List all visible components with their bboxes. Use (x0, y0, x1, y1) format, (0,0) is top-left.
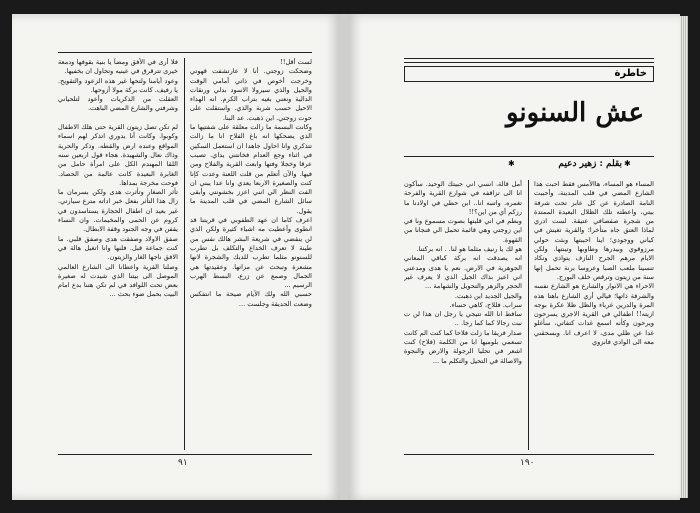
top-rule (58, 52, 312, 53)
byline-star-right: ✱ (624, 159, 631, 168)
right-page (348, 14, 680, 500)
book-gutter (340, 14, 348, 500)
title-rule (404, 156, 654, 157)
text-column-left: أمل قالة. انسي اني حبيتك الوحيد. سأكون انا الى تزاقفه في شوارع القرية والفرحة تغمره. واتنبه انا.. ابن حطي في اولادنا ما رزكم أي من اين؟!! وبطم في اني قلبتها بصوت مسموع ونا في اين زوجتي وهي قائمة تحمل الي فنجانا من القهوة. هو لك يا رنيف مثلما هو لنا. . انه بركتنا. انه يصدقت انه بركة كباقي المعاني الجوهرية في الارض. نعم يا هدى ومدعني اني اعيز بذاك الجيل الذي لا يعرف غير الحجر والزهر والتحويل والشهامة ... والجيل الجديد اين ذهبت. سراب. فللاح، كاهي حساء. سافط انا الله تتيجي يا رجل ان هذا لن ت نبت رجالا كما كما رجا. .. صدار فريقا ما زلت فلاحا كما كنت الم كانت تسعمي بلوميها ابا من الكلمة (فلاح) كنت اشعر في تحليا الرجولة والارض والنجوة والاصالة في التحيل والتكلم ما ... (404, 180, 522, 365)
section-label: خاطرة (614, 68, 647, 79)
top-rule (404, 58, 654, 59)
text-column-right: لست أقل!! وضحكت زوجتي. أنا لا عارتشفت قهوتي وخرجت أخوص في ذاتي أمامي الوقت والحيل والذي سيرولا الاسود بدلي ورنقات الدالية ونعني بغيه بتراب الكرم. انه الهداء الاحيل حسب شربة والذي. واستقلت على حوت زوجتي. اين ذهبت. عد البنا. وكانت البسمة ما زالت معلقة على شفتيها ما الذي يضحكها انه باغ الفلاح انا ما زالت تتذكري وانا احاول جاهدا ان استعمل السكين في اثناء وجع العدام فخانتني يداي. تصبب عرقا وخجلا وفتها وابعث القرية والفلاح ومن فيها. والآن أتعلم من قلت اللعنة وعدت كإنا كنت والصغيرة الاربعا يعدي وانا عدا يبني ان الفت النظر الي انني اعزز بخشونتي وأبقى سائل الشارع المضي في قلب المدينة ما يقول. اعرف كاما ان عهد الطفوبي في قريتنا قد انطوى وأعطيت مه اشياء كثيرة ولكن الذي لن ينقضي في شريعة البشر هالك نفس من طينة لا تعرف الخداع والتكلف بل تطرب للسنونو مثلما تطرب للديك والشجرة لانها مشعرة وتبحث عن مزاتها. وعقيدتها هي الجمال وصمع عن زرع، البسط الهرب الرسيم ... حسبي الله ولك الآيام صيحة ما انتفكس وضعت الحديقة وجلست ... (190, 58, 312, 308)
section-header-box (404, 66, 654, 82)
byline-star-left: ✱ (508, 159, 515, 168)
page-number: ١٩٠ (520, 458, 535, 468)
column-divider (184, 58, 185, 450)
page-edges (680, 16, 688, 498)
top-rule-2 (404, 62, 654, 63)
text-column-right: المساء هو المساء، هاالأمس فقط احبت هذا الشارع المضي في قلب المدينة، وأحببت النامة الصادرة عن كل عابر تحت شرفة بيتي، واعطته تلك الظلال البعيدة الممتدة من شجرة صفصافي عتيقة. لست ادري لماذا العتق جاه متأخرا؛ والقرية تعيش في كياني ووجودي؛ اينا احببتها وبثت حولي مرزوقوي وبيدرها وطاوبها وتينتها. ولكن الايام مرهم الجرح النازف يتوادي وتكاد تنسينا ملعب الصبا وعروسا برنة تحمل إنها سنة من زيتون وترقص خلف البورج. الاحراء هي الانوار والشارع هو الشارع نفسه والشرفة ذاتها؛ فيالي أري الشارع باهتا هذه المرة والدرين غرباء والظل ظلا عكرة بوجه ازيته!! اطفالي في القرية الاجري يسرحون ويرحون وكأنه اسمع غدات كتفاتي، سأغلو غدا عن ظلي مدى، لا اعرف انا. وبسحقني معه الى الوادي فانزوي (534, 180, 654, 347)
bottom-rule (404, 454, 654, 455)
byline: بقلم : زهير دعيم (558, 159, 622, 169)
left-page (12, 14, 340, 500)
bottom-rule (58, 454, 312, 455)
magazine-spread (12, 14, 688, 500)
text-column-left: فلا أرى في الأفق ومضاً يا بنية بقوفها ودمعة خيرى تترقرق في عينيه وتحاول ان يخفيها. وعود أيامنا ولتحها غير هذه الزعود والتقويح. يا رفيف. كانت بركة مولا أزوحها. العقلت من الذكريات وأعود لتلحياني وشرفتي والشارع المضي الباهت. لم تكن تصل زيتون القرية حتى هلك الاطفال وكوبوا. وكانت أنا يدوري اتذكر لهم اسماء المواقع وعنده ارض والقطه. وذكر والحرية وذاك نعال والشهيدة. هجاء قول اربعين سنه اللقا المهندم الكل على امرأة حامل من الغابرة البعيدة كانت عالمة من الحصاد. فوحت مخرجة بمداها. تأثر الصغار وتأثرت هدى ولكن بسرمان ما زال هذا التأثر بفعل خبر اداته مترع سيارتي. غير بعيد ان اطفال الحجارة يستاسدون في كروم عن الحمى والمخيمات. وان النساء يقفن في وجه الجنود وقفة الابطال. صفق الاولاد وصفقت هدى وصفق قلبي. ما كنت جماعة قبل. فلنها وانا اتغيل هالة في الافق ناجها الغار والزيتون. وصلنا القرية واعطانا الى الشارع العالمي الموصل الى بيتنا الذي شيدت له صغيرة بعض تحت اللوافد في لم تكن هتنا بدع امام البيت بحمل ضوء بحث ... (58, 58, 178, 299)
column-divider (528, 180, 529, 450)
page-number: ٩١ (178, 458, 188, 468)
article-title: عش السنونو (506, 98, 644, 128)
